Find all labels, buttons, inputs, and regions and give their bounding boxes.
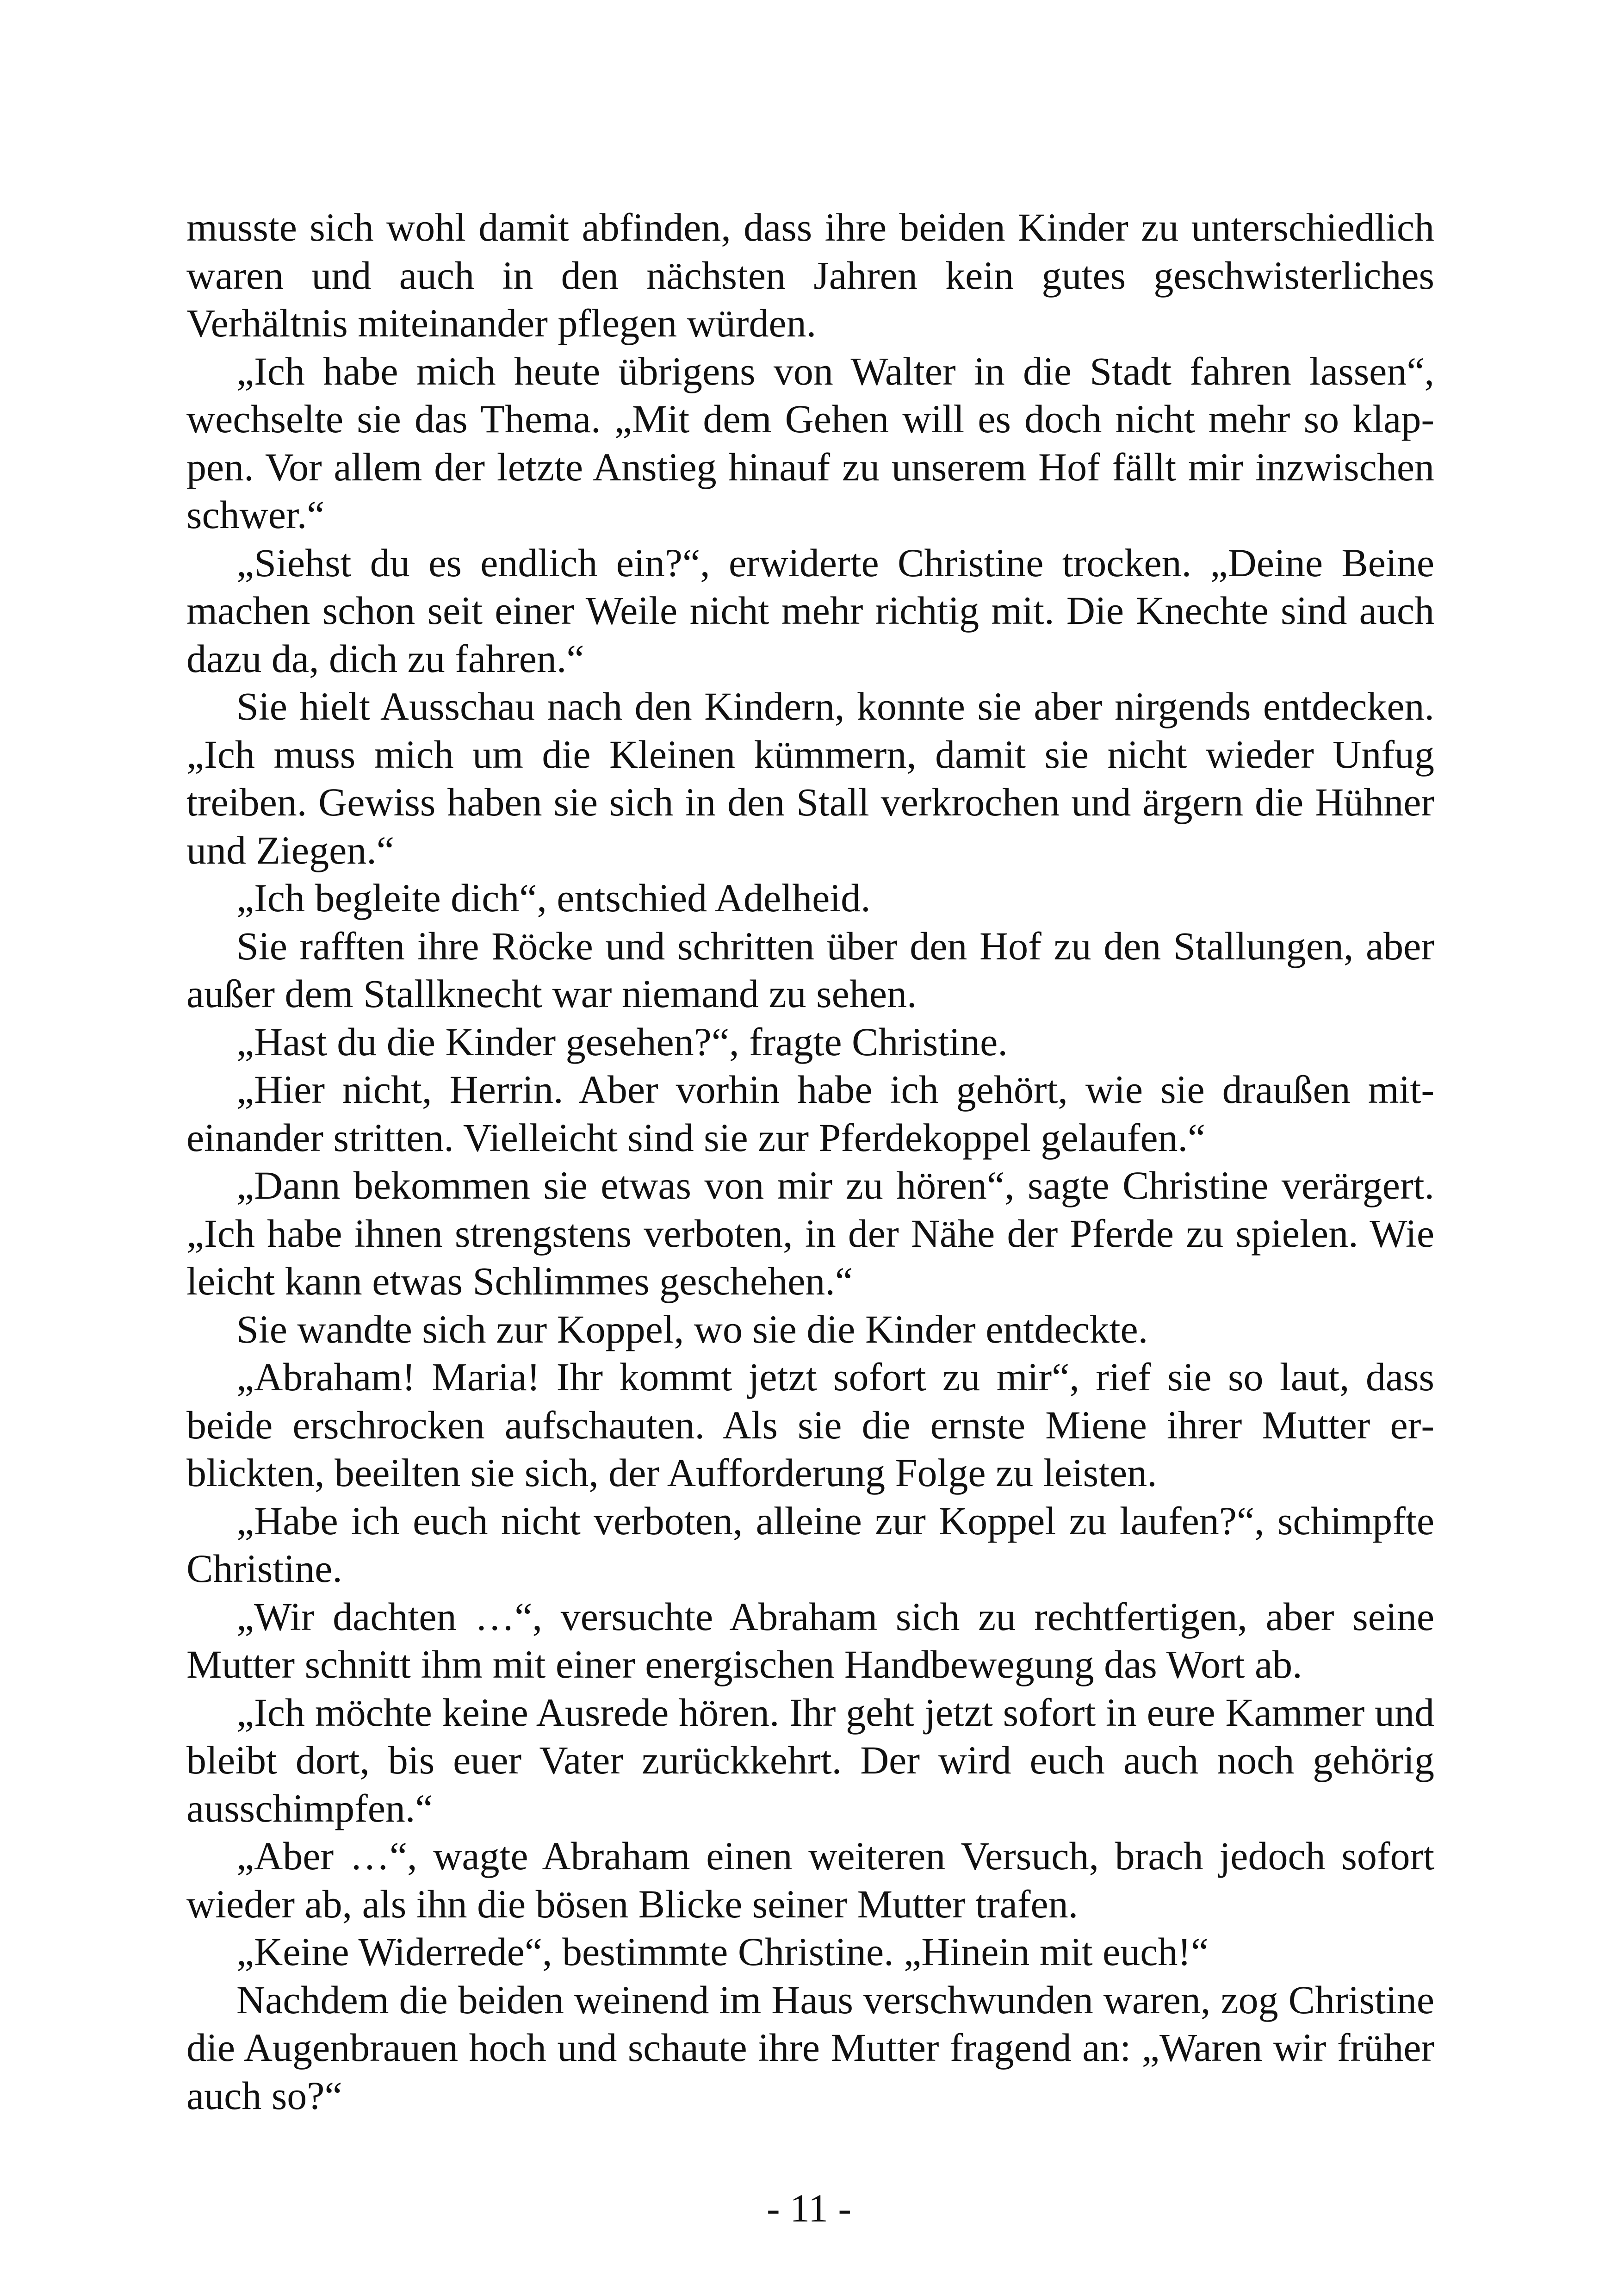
- paragraph: Sie hielt Ausschau nach den Kindern, konnte sie aber nirgends entdecken. „Ich muss mich um die Kleinen kümmern, damit sie nicht wieder Unfug treiben. Gewiss haben sie sich in den Stall verkrochen und ärgern die Hühner und Ziegen.“: [186, 684, 1434, 872]
- page-number: - 11 -: [766, 2186, 852, 2230]
- paragraph: Sie rafften ihre Röcke und schritten über den Hof zu den Stallungen, aber außer dem Stallknecht war niemand zu sehen.: [186, 923, 1434, 1016]
- paragraph: musste sich wohl damit abfinden, dass ihre beiden Kinder zu unterschiedlich waren und auch in den nächsten Jahren kein gutes geschwisterliches Verhältnis miteinander pflegen würden.: [186, 205, 1434, 345]
- paragraph: „Siehst du es endlich ein?“, erwiderte Christine trocken. „Deine Beine machen schon seit einer Weile nicht mehr richtig mit. Die Knechte sind auch dazu da, dich zu fahren.“: [186, 540, 1434, 681]
- paragraph: Sie wandte sich zur Koppel, wo sie die Kinder entdeckte.: [236, 1307, 1148, 1351]
- paragraph: „Ich möchte keine Ausrede hören. Ihr geht jetzt sofort in eure Kammer und bleibt dort, bis euer Vater zurückkehrt. Der wird euch auch noch gehörig ausschimpfen.“: [186, 1690, 1434, 1830]
- paragraph: „Ich begleite dich“, entschied Adelheid.: [236, 876, 871, 920]
- paragraph: „Dann bekommen sie etwas von mir zu hören“, sagte Christine verärgert. „Ich habe ihnen strengstens verboten, in der Nähe der Pferde zu spielen. Wie leicht kann etwas Schlimmes geschehen.“: [186, 1163, 1434, 1303]
- paragraph: „Habe ich euch nicht verboten, alleine zur Koppel zu laufen?“, schimpfte Christine.: [186, 1498, 1434, 1591]
- paragraph: „Wir dachten …“, versuchte Abraham sich zu rechtfertigen, aber seine Mutter schnitt ihm mit einer energischen Handbewegung das Wort ab.: [186, 1594, 1434, 1686]
- paragraph: Nachdem die beiden weinend im Haus verschwunden waren, zog Christine die Augenbrauen hoch und schaute ihre Mutter fragend an: „Waren wir früher auch so?“: [186, 1977, 1434, 2118]
- paragraph: „Abraham! Maria! Ihr kommt jetzt sofort zu mir“, rief sie so laut, dass beide erschrocken aufschauten. Als sie die ernste Miene ihrer Mutter erblickten, beeilten sie sich, der Aufforderung Folge zu leisten.: [186, 1355, 1434, 1495]
- paragraph: „Aber …“, wagte Abraham einen weiteren Versuch, brach jedoch sofort wieder ab, als ihn die bösen Blicke seiner Mutter trafen.: [186, 1834, 1434, 1926]
- paragraph: „Hier nicht, Herrin. Aber vorhin habe ich gehört, wie sie draußen miteinander stritten. Vielleicht sind sie zur Pferdekoppel gelaufen.“: [186, 1067, 1434, 1160]
- paragraph: „Ich habe mich heute übrigens von Walter in die Stadt fahren lassen“, wechselte sie das Thema. „Mit dem Gehen will es doch nicht mehr so klappen. Vor allem der letzte Anstieg hinauf zu unserem Hof fällt mir inzwischen schwer.“: [186, 348, 1434, 537]
- paragraph: „Keine Widerrede“, bestimmte Christine. „Hinein mit euch!“: [236, 1929, 1209, 1974]
- paragraph: „Hast du die Kinder gesehen?“, fragte Christine.: [236, 1019, 1008, 1064]
- page-body: [186, 204, 1434, 2120]
